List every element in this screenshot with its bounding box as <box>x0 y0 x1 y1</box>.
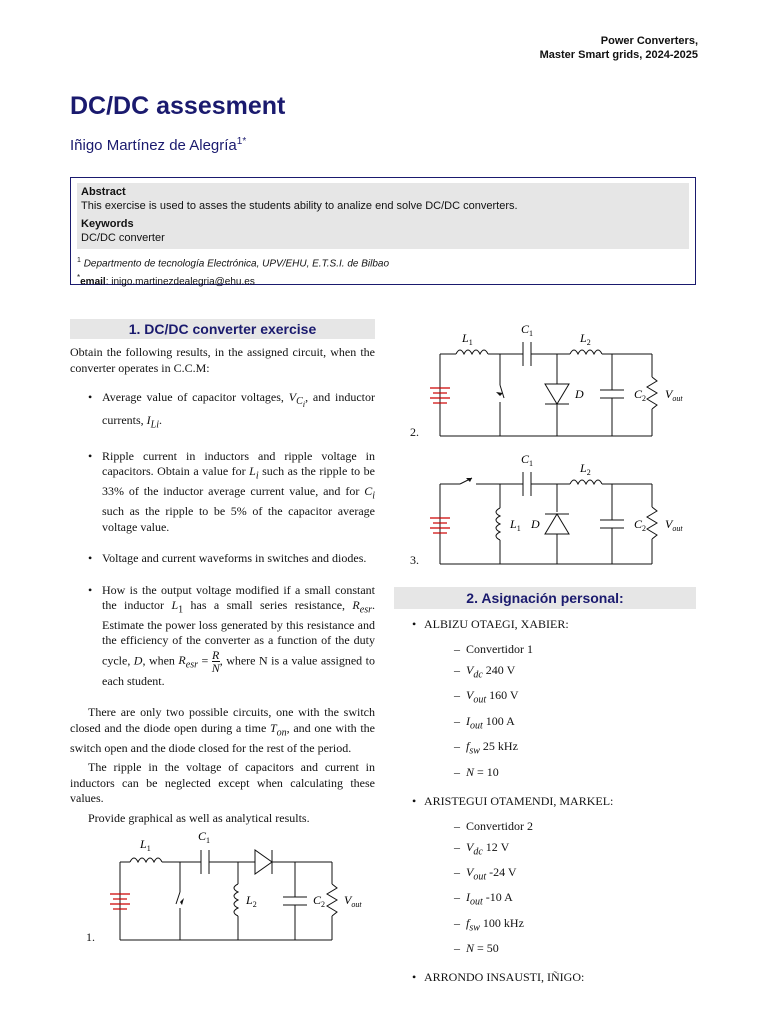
label-C1: $C_1$ <box>521 322 534 338</box>
label-D: D <box>531 517 540 531</box>
abstract-panel <box>77 183 689 249</box>
label-D: D <box>575 387 584 401</box>
student-item <box>410 791 700 960</box>
intro-paragraph: Obtain the following results, in the assigned circuit, when the converter operates in C.C.M: <box>70 345 375 375</box>
param-vout: – $V_{out}$ -24 V <box>454 862 700 887</box>
email-mark: * <box>77 273 81 283</box>
circuit-diagram-3 <box>420 448 700 573</box>
author-line <box>70 136 246 154</box>
task-item: • How is the output voltage modified if a small constant the inductor $L_1$ has a small series resistance, $R_{esr}$. Estimate the power loss generated by this resistance and the efficiency of the converter as a function of the duty cycle, D, when $R_{esr}$ = $\frac{R}{N}$ , where N is a value assigned to each student. <box>88 583 375 690</box>
section-1-heading: 1. DC/DC converter exercise <box>70 319 375 339</box>
param-iout: – $I_{out}$ 100 A <box>454 711 700 736</box>
affiliation-number: 1 <box>77 257 81 264</box>
label-Vout: $V_{out}$ <box>665 387 683 403</box>
figure-1-label: 1. <box>86 930 95 944</box>
label-Vout: $V_{out}$ <box>665 517 683 533</box>
keywords-text: DC/DC converter <box>81 232 165 244</box>
label-L1: $L_1$ <box>510 517 521 533</box>
param-fsw: – $f_{sw}$ 100 kHz <box>454 913 700 938</box>
student-item <box>410 967 700 988</box>
author-name: Iñigo Martínez de Alegría <box>70 137 237 154</box>
label-C2: $C_2$ <box>313 893 326 909</box>
task-item: • Ripple current in inductors and ripple voltage in capacitors. Obtain a value for $L_i$ such as the ripple to be 33% of the inductor average current value, and for $C_i$ such as the ripple to be 5% of the capacitor average voltage value. <box>88 449 375 535</box>
label-L2: $L_2$ <box>580 461 591 477</box>
student-item <box>410 614 700 783</box>
label-C2: $C_2$ <box>634 517 647 533</box>
label-L1: $L_1$ <box>462 331 473 347</box>
abstract-heading: Abstract <box>81 186 126 198</box>
affiliation-block: $^1$ Departmento de tecnología Electrónica, UPV/EHU, E.T.S.I. de Bilbao *email: inigo.martinezdealegria@ehu.es <box>77 257 390 288</box>
label-C2: $C_2$ <box>634 387 647 403</box>
task-list <box>70 390 375 689</box>
task-item: • Voltage and current waveforms in switches and diodes. <box>88 551 375 567</box>
figure-2-label: 2. <box>410 425 419 439</box>
paragraph-circuits: There are only two possible circuits, one with the switch closed and the diode open during a time $T_{on}$, and one with the switch open and the diode closed for the rest of the period. <box>70 705 375 755</box>
label-L2: $L_2$ <box>246 893 257 909</box>
param-vdc: – $V_{dc}$ 240 V <box>454 660 700 685</box>
param-converter: – Convertidor 1 <box>454 639 700 660</box>
param-n: – N = 10 <box>454 762 700 783</box>
student-params <box>424 816 700 960</box>
circuit-diagram-1 <box>100 822 370 947</box>
param-vout: – $V_{out}$ 160 V <box>454 685 700 710</box>
email-label: email <box>80 276 106 288</box>
student-name: • ARRONDO INSAUSTI, IÑIGO: <box>424 970 585 985</box>
student-name: • ALBIZU OTAEGI, XABIER: <box>424 617 569 631</box>
abstract-box <box>70 177 696 288</box>
author-sup: 1* <box>236 136 247 147</box>
param-fsw: – $f_{sw}$ 25 kHz <box>454 736 700 761</box>
student-params <box>424 639 700 783</box>
label-C1: $C_1$ <box>521 452 534 468</box>
paragraph-results: Provide graphical as well as analytical results. <box>88 810 310 825</box>
circuit-diagram-2 <box>420 320 700 445</box>
param-n: – N = 50 <box>454 938 700 959</box>
affiliation-text: Departmento de tecnología Electrónica, UPV/EHU, E.T.S.I. de Bilbao <box>83 258 390 270</box>
paper-title: DC/DC assesment <box>70 92 286 120</box>
running-header <box>540 34 698 62</box>
email-address[interactable]: inigo.martinezdealegria@ehu.es <box>111 276 255 288</box>
header-line-1: Power Converters, <box>600 35 698 47</box>
paragraph-ripple: The ripple in the voltage of capacitors and current in inductors can be neglected except when calculating these values. <box>70 760 375 806</box>
param-converter: – Convertidor 2 <box>454 816 700 837</box>
keywords-heading: Keywords <box>81 218 134 230</box>
section-2-heading: 2. Asignación personal: <box>394 587 696 609</box>
label-L1: $L_1$ <box>140 837 151 853</box>
label-L2: $L_2$ <box>580 331 591 347</box>
task-item: • Average value of capacitor voltages, $V_{C_i}$, and inductor currents, $I_{Li}$. <box>88 390 375 433</box>
label-C1: $C_1$ <box>198 829 211 845</box>
assignment-list <box>410 614 700 988</box>
left-column <box>70 345 375 830</box>
header-line-2: Master Smart grids, 2024-2025 <box>539 49 698 61</box>
figure-3-label: 3. <box>410 553 419 567</box>
abstract-text: This exercise is used to asses the students ability to analize end solve DC/DC converters. <box>81 200 518 212</box>
label-Vout: $V_{out}$ <box>344 893 362 909</box>
param-iout: – $I_{out}$ -10 A <box>454 887 700 912</box>
student-name: • ARISTEGUI OTAMENDI, MARKEL: <box>424 793 614 808</box>
param-vdc: – $V_{dc}$ 12 V <box>454 837 700 862</box>
